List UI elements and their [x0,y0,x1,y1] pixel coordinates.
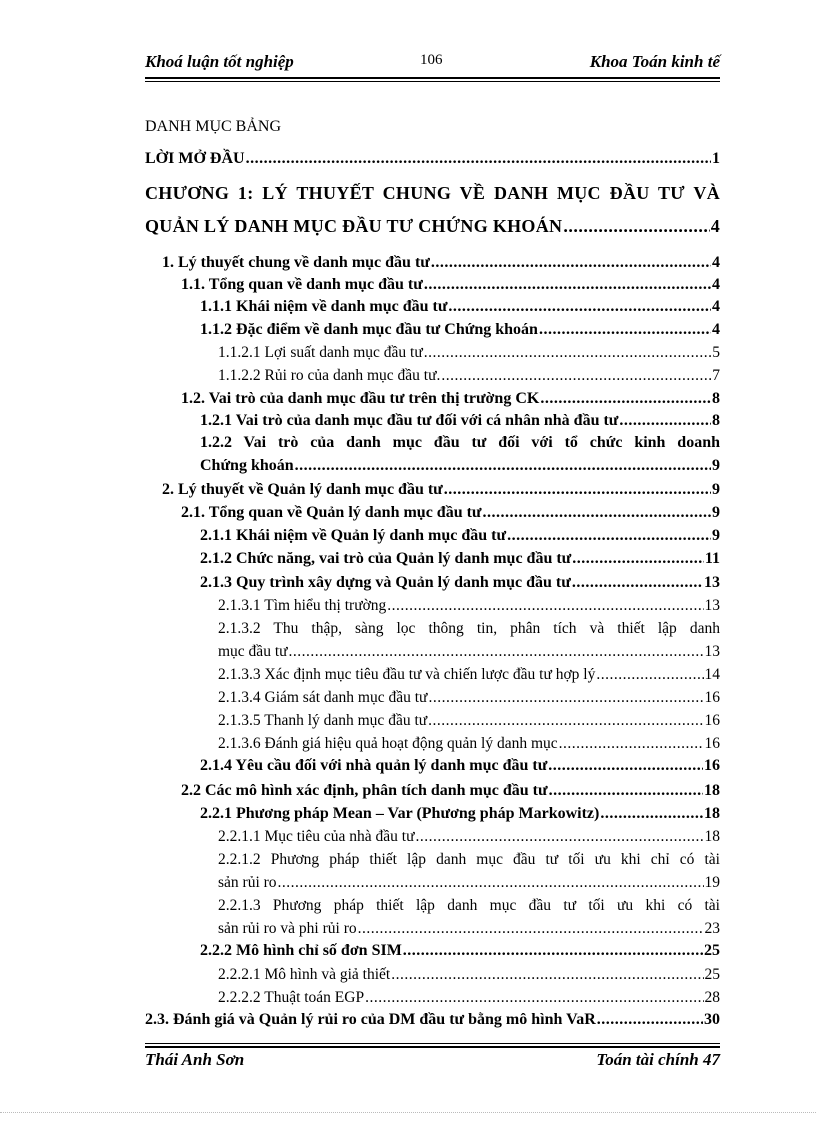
toc-entry[interactable]: sản rủi ro và phi rủi ro ..... 23 [218,920,720,938]
toc-page: 13 [704,574,720,591]
toc-entry[interactable]: 2.1.3.3 Xác định mục tiêu đầu tư và chiến lược đầu tư hợp lý ..... 14 [218,666,720,684]
toc-page: 16 [704,735,720,752]
toc-title: DANH MỤC BẢNG [145,118,282,135]
toc-page: 18 [704,805,720,822]
toc-entry[interactable]: 2.1.3.2 Thu thập, sàng lọc thông tin, phân tích và thiết lập danh [218,620,720,637]
page-header [145,52,720,76]
toc-entry[interactable]: QUẢN LÝ DANH MỤC ĐẦU TƯ CHỨNG KHOÁN ..... 4 [145,216,720,237]
toc-entry[interactable]: CHƯƠNG 1: LÝ THUYẾT CHUNG VỀ DANH MỤC ĐẦU TƯ VÀ [145,183,720,203]
toc-entry[interactable]: 2.1.3.5 Thanh lý danh mục đầu tư ..... 16 [218,712,720,730]
toc-entry[interactable]: 2.2.1.3 Phương pháp thiết lập danh mục đầu tư tối ưu khi có tài [218,897,720,914]
toc-page: 11 [704,550,720,567]
toc-page: 4 [712,298,720,315]
toc-entry[interactable]: 1.1.2.1 Lợi suất danh mục đầu tư ..... 5 [218,344,720,362]
toc-page: 13 [704,643,720,660]
toc-entry[interactable]: 2.2.1 Phương pháp Mean – Var (Phương pháp Markowitz) ..... 18 [200,805,720,823]
toc-page: 9 [712,527,720,544]
toc-page: 25 [704,942,720,959]
toc-entry[interactable]: 2.2.1.1 Mục tiêu của nhà đầu tư ..... 18 [218,828,720,846]
toc-entry[interactable]: 1.1.2.2 Rủi ro của danh mục đầu tư. ..... 7 [218,367,720,385]
footer-rule-thin [145,1043,720,1044]
toc-page: 13 [704,597,720,614]
toc-page: 25 [704,966,720,983]
header-rule-thin [145,81,720,82]
footer-author: Thái Anh Sơn [145,1050,245,1069]
toc-page: 18 [704,782,720,799]
toc-entry[interactable]: mục đầu tư ..... 13 [218,643,720,661]
toc-page: 4 [712,321,720,338]
toc-entry[interactable]: 1.2.2 Vai trò của danh mục đầu tư đối với tổ chức kinh doanh [200,434,720,451]
toc-page: 16 [704,689,720,706]
toc-page: 19 [704,874,720,891]
toc-page: 8 [712,390,720,407]
footer-class: Toán tài chính 47 [596,1050,720,1069]
toc-entry[interactable]: 2.1. Tổng quan về Quản lý danh mục đầu tư ..... 9 [181,504,720,522]
toc-entry[interactable]: 1.1.2 Đặc điểm về danh mục đầu tư Chứng khoán ..... 4 [200,321,720,339]
toc-entry[interactable]: 2.2.2.1 Mô hình và giả thiết ..... 25 [218,966,720,984]
toc-entry[interactable]: 1.2.1 Vai trò của danh mục đầu tư đối với cá nhân nhà đầu tư ..... 8 [200,412,720,430]
toc-page: 8 [712,412,720,429]
toc-page: 1 [712,150,720,167]
toc-entry[interactable]: 2.2.2 Mô hình chỉ số đơn SIM ..... 25 [200,942,720,960]
toc-entry[interactable]: 2.1.1 Khái niệm về Quản lý danh mục đầu tư ..... 9 [200,527,720,545]
toc-entry[interactable]: 2.1.3.4 Giám sát danh mục đầu tư ..... 16 [218,689,720,707]
header-rule [145,77,720,79]
toc-page: 9 [712,457,720,474]
toc-entry[interactable]: 1. Lý thuyết chung về danh mục đầu tư ..... 4 [162,254,720,272]
toc-entry[interactable]: 1.1. Tổng quan về danh mục đầu tư ..... 4 [181,276,720,294]
toc-entry[interactable]: 1.1.1 Khái niệm về danh mục đầu tư ..... 4 [200,298,720,316]
toc-entry[interactable]: 2. Lý thuyết về Quản lý danh mục đầu tư ..... 9 [162,481,720,499]
toc-page: 4 [712,276,720,293]
toc-entry[interactable]: 2.1.2 Chức năng, vai trò của Quản lý danh mục đầu tư ..... 11 [200,550,720,568]
toc-entry[interactable]: 2.2 Các mô hình xác định, phân tích danh mục đầu tư ..... 18 [181,782,720,800]
footer-rule [145,1046,720,1048]
toc-page: 14 [704,666,720,683]
toc-entry[interactable]: 1.2. Vai trò của danh mục đầu tư trên thị trường CK ..... 8 [181,390,720,408]
toc-page: 4 [712,254,720,271]
toc-page: 9 [712,481,720,498]
toc-entry[interactable]: 2.1.4 Yêu cầu đối với nhà quản lý danh mục đầu tư ..... 16 [200,757,720,775]
toc-entry[interactable]: sản rủi ro ..... 19 [218,874,720,892]
toc-entry[interactable]: 2.1.3.1 Tìm hiểu thị trường ..... 13 [218,597,720,615]
toc-entry[interactable]: 2.2.1.2 Phương pháp thiết lập danh mục đầu tư tối ưu khi chỉ có tài [218,851,720,868]
header-page-number: 106 [420,52,443,68]
toc-entry[interactable]: LỜI MỞ ĐẦU ..... 1 [145,150,720,168]
toc-entry[interactable]: 2.3. Đánh giá và Quản lý rủi ro của DM đầu tư bằng mô hình VaR ..... 30 [145,1011,720,1029]
toc-page: 5 [712,344,720,361]
toc-page: 16 [704,757,720,774]
page-edge-divider [0,1112,816,1113]
toc-page: 16 [704,712,720,729]
toc-page: 4 [710,216,720,236]
header-faculty: Khoa Toán kinh tế [589,52,720,71]
toc-entry[interactable]: Chứng khoán ..... 9 [200,457,720,475]
toc-entry[interactable]: 2.1.3.6 Đánh giá hiệu quả hoạt động quản lý danh mục ..... 16 [218,735,720,753]
page-footer [145,1050,720,1074]
toc-page: 28 [704,989,720,1006]
toc-page: 7 [712,367,720,384]
toc-page: 30 [704,1011,720,1028]
toc-page: 9 [712,504,720,521]
toc-entry[interactable]: 2.1.3 Quy trình xây dựng và Quản lý danh mục đầu tư ..... 13 [200,574,720,592]
header-thesis-title: Khoá luận tốt nghiệp [145,52,294,71]
toc-page: 23 [704,920,720,937]
toc-entry[interactable]: 2.2.2.2 Thuật toán EGP ..... 28 [218,989,720,1007]
toc-page: 18 [704,828,720,845]
